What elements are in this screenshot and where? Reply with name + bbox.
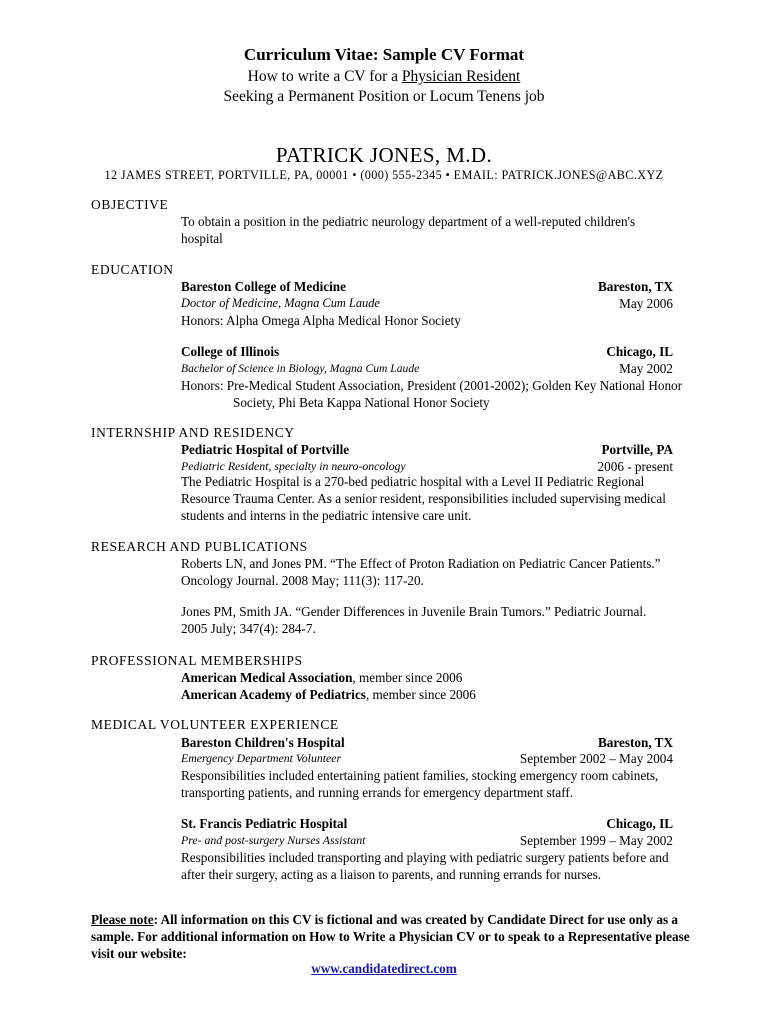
school-name: Bareston College of Medicine [181,279,346,294]
membership-item [181,686,675,703]
contact-line: 12 JAMES STREET, PORTVILLE, PA, 00001 • (000) 555-2345 • EMAIL: PATRICK.JONES@ABC.XYZ [104,168,664,182]
disclaimer-note [91,911,691,962]
section-heading-internship: INTERNSHIP AND RESIDENCY [91,425,295,440]
volunteer-role-row [181,832,673,849]
section-heading-memberships: PROFESSIONAL MEMBERSHIPS [91,653,303,668]
note-text: : All information on this CV is fictional and was created by Candidate Direct for use only as a sample. For additional information on How to Write a Physician CV or to speak to a Representative please visit our website: [91,912,690,961]
membership-org: American Academy of Pediatrics [181,687,366,702]
volunteer-org: Bareston Children's Hospital [181,735,345,750]
school-location: Bareston, TX [598,279,673,294]
volunteer-location: Bareston, TX [598,735,673,750]
internship-header [181,441,673,458]
section-heading-objective: OBJECTIVE [91,197,169,212]
membership-org: American Medical Association [181,670,353,685]
volunteer-entry-header [181,815,673,832]
school-name: College of Illinois [181,344,280,359]
education-entry-header [181,278,673,295]
volunteer-role: Emergency Department Volunteer [181,751,342,765]
volunteer-description: Responsibilities included transporting and playing with pediatric surgery patients before and after their surgery, acting as a liaison to parents, and running errands for nurses. [181,850,669,882]
subtitle-prefix: How to write a CV for a [247,68,402,85]
hospital-location: Portville, PA [601,442,673,457]
degree-date: May 2002 [619,361,673,376]
volunteer-entry-header [181,734,673,751]
degree: Doctor of Medicine, Magna Cum Laude [181,296,380,310]
subtitle-link[interactable]: Physician Resident [401,68,521,85]
cv-subtitle-2: Seeking a Permanent Position or Locum Tenens job [223,88,545,105]
volunteer-date: September 1999 – May 2002 [519,833,673,848]
objective-text: To obtain a position in the pediatric neurology department of a well-reputed children's hospital [181,214,636,246]
note-label: Please note [91,912,154,927]
volunteer-role-row [181,750,673,767]
internship-role: Pediatric Resident, specialty in neuro-oncology [181,459,406,473]
internship-date: 2006 - present [597,459,673,474]
section-heading-research: RESEARCH AND PUBLICATIONS [91,539,308,554]
publication-item: Roberts LN, and Jones PM. “The Effect of Proton Radiation on Pediatric Cancer Patients.” Oncology Journal. 2008 May; 111(3): 117-20. [181,556,661,588]
volunteer-description: Responsibilities included entertaining patient families, stocking emergency room cabinets, transporting patients, and running errands for emergency department staff. [181,768,659,800]
membership-item [181,669,675,686]
school-location: Chicago, IL [606,344,673,359]
cv-title: Curriculum Vitae: Sample CV Format [243,45,525,64]
volunteer-role: Pre- and post-surgery Nurses Assistant [181,833,366,847]
education-entry-header [181,343,673,360]
volunteer-date: September 2002 – May 2004 [519,751,673,766]
degree-date: May 2006 [619,296,673,311]
publication-item: Jones PM, Smith JA. “Gender Differences in Juvenile Brain Tumors.” Pediatric Journal. 2005 July; 347(4): 284-7. [181,604,647,636]
hospital-name: Pediatric Hospital of Portville [181,442,350,457]
volunteer-location: Chicago, IL [606,816,673,831]
education-entry-degree [181,295,673,312]
degree: Bachelor of Science in Biology, Magna Cum Laude [181,362,420,375]
education-honors: Honors: Alpha Omega Alpha Medical Honor Society [181,313,461,328]
education-entry-degree [181,360,673,377]
education-honors: Honors: Pre-Medical Student Association, President (2001-2002); Golden Key National Honor Society, Phi Beta Kappa National Honor Society [181,378,683,410]
candidate-name: PATRICK JONES, M.D. [275,143,493,167]
section-heading-volunteer: MEDICAL VOLUNTEER EXPERIENCE [91,717,339,732]
volunteer-org: St. Francis Pediatric Hospital [181,816,348,831]
membership-detail: , member since 2006 [352,670,463,685]
section-heading-education: EDUCATION [91,262,174,277]
website-link[interactable]: www.candidatedirect.com [311,961,457,976]
cv-subtitle [0,68,768,86]
internship-description: The Pediatric Hospital is a 270-bed pediatric hospital with a Level II Pediatric Regional Resource Trauma Center. As a senior resident, responsibilities included supervising medical students and interns in the pediatric intensive care unit. [181,474,666,523]
membership-detail: , member since 2006 [365,687,476,702]
